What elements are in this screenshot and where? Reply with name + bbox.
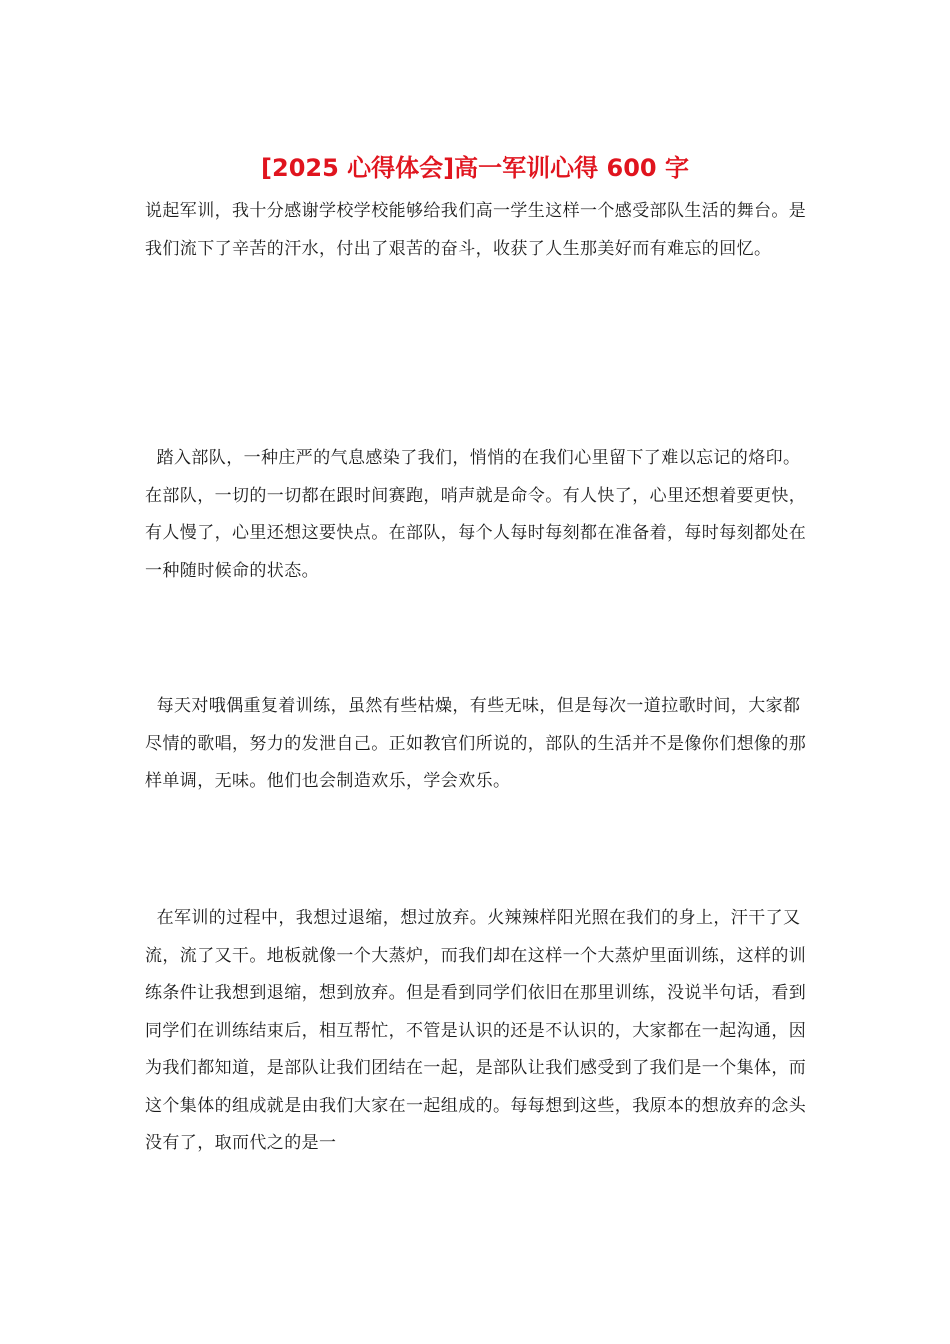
paragraph-4: 在军训的过程中，我想过退缩，想过放弃。火辣辣样阳光照在我们的身上，汗干了又流，流了又干。地板就像一个大蒸炉，而我们却在这样一个大蒸炉里面训练，这样的训练条件让我想到退缩，想到放弃。但是看到同学们依旧在那里训练，没说半句话，看到同学们在训练结束后，相互帮忙，不管是认识的还是不认识的，大家都在一起沟通，因为我们都知道，是部队让我们团结在一起，是部队让我们感受到了我们是一个集体，而这个集体的组成就是由我们大家在一起组成的。每每想到这些，我原本的想放弃的念头没有了，取而代之的是一	[145, 908, 807, 1153]
paragraph-2: 踏入部队，一种庄严的气息感染了我们，悄悄的在我们心里留下了难以忘记的烙印。在部队，一切的一切都在跟时间赛跑，哨声就是命令。有人快了，心里还想着要更快，有人慢了，心里还想这要快点。在部队，每个人每时每刻都在准备着，每时每刻都处在一种随时候命的状态。	[145, 448, 807, 581]
paragraph-3: 每天对哦偶重复着训练，虽然有些枯燥，有些无味，但是每次一道拉歌时间，大家都尽情的歌唱，努力的发泄自己。正如教官们所说的，部队的生活并不是像你们想像的那样单调，无味。他们也会制造欢乐，学会欢乐。	[145, 696, 807, 791]
document-title: [2025 心得体会]高一军训心得 600 字	[261, 154, 689, 182]
paragraph-1: 说起军训，我十分感谢学校学校能够给我们高一学生这样一个感受部队生活的舞台。是我们流下了辛苦的汗水，付出了艰苦的奋斗，收获了人生那美好而有难忘的回忆。	[145, 201, 807, 259]
